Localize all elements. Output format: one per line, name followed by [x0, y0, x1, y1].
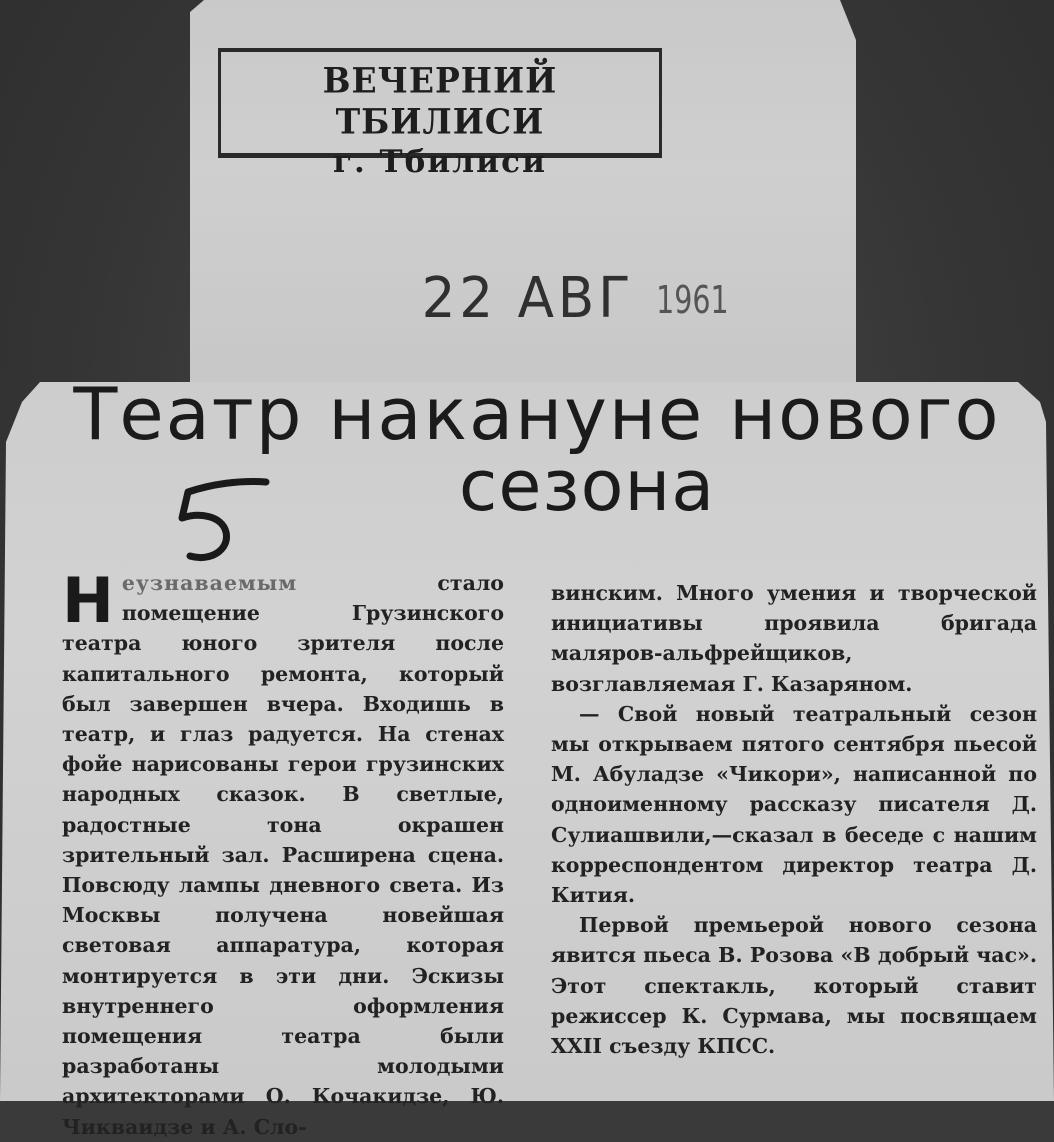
paragraph: Первой премьерой нового сезона явится пьеса В. Розова «В добрый час». Этот спектакль, который ставит режиссер К. Сурмава, мы посвящаем XXII съезду КПСС.	[551, 913, 1037, 1059]
dropcap-letter: Н	[62, 564, 114, 637]
article-column-right	[551, 578, 1037, 1061]
article-column-left	[62, 564, 504, 1142]
handwritten-number-mark	[160, 470, 280, 570]
date-day-month: 22 АВГ	[421, 266, 635, 331]
article-headline	[0, 372, 1054, 528]
lead-word: еузнаваемым	[121, 571, 298, 595]
stamp-newspaper-name: ВЕЧЕРНИЙ ТБИЛИСИ	[322, 60, 558, 142]
date-stamp	[416, 266, 741, 331]
paragraph: винским. Много умения и творческой инициативы проявила бригада маляров-альфрейщиков, возглавляемая Г. Казаряном.	[551, 581, 1037, 696]
date-year: 1961	[656, 278, 729, 322]
stamp-city: г. Тбилиси	[332, 144, 548, 180]
headline-line-2: сезона	[458, 445, 716, 528]
paragraph-lead	[62, 564, 504, 1142]
newspaper-stamp	[218, 48, 662, 180]
headline-line-1: Театр накануне нового	[73, 372, 1001, 456]
paragraph-text: стало помещение Грузинского театра юного зрителя после капитального ремонта, который был завершен вчера. Входишь в театр, и глаз радуется. На стенах фойе нарисованы герои грузинских народных сказок. В светлые, радостные тона окрашен зрительный зал. Расширена сцена. Повсюду лампы дневного света. Из Москвы получена новейшая световая аппаратура, которая монтируется в эти дни. Эскизы внутреннего оформления помещения театра были разработаны молодыми архитекторами О. Кочакидзе, Ю. Чикваидзе и А. Сло-	[62, 571, 504, 1139]
paragraph-quote: — Свой новый театральный сезон мы открываем пятого сентября пьесой М. Абуладзе «Чикори», написанной по одноименному рассказу писателя Д. Сулиашвили,—сказал в беседе с нашим корреспондентом директор театра Д. Кития.	[551, 701, 1037, 908]
